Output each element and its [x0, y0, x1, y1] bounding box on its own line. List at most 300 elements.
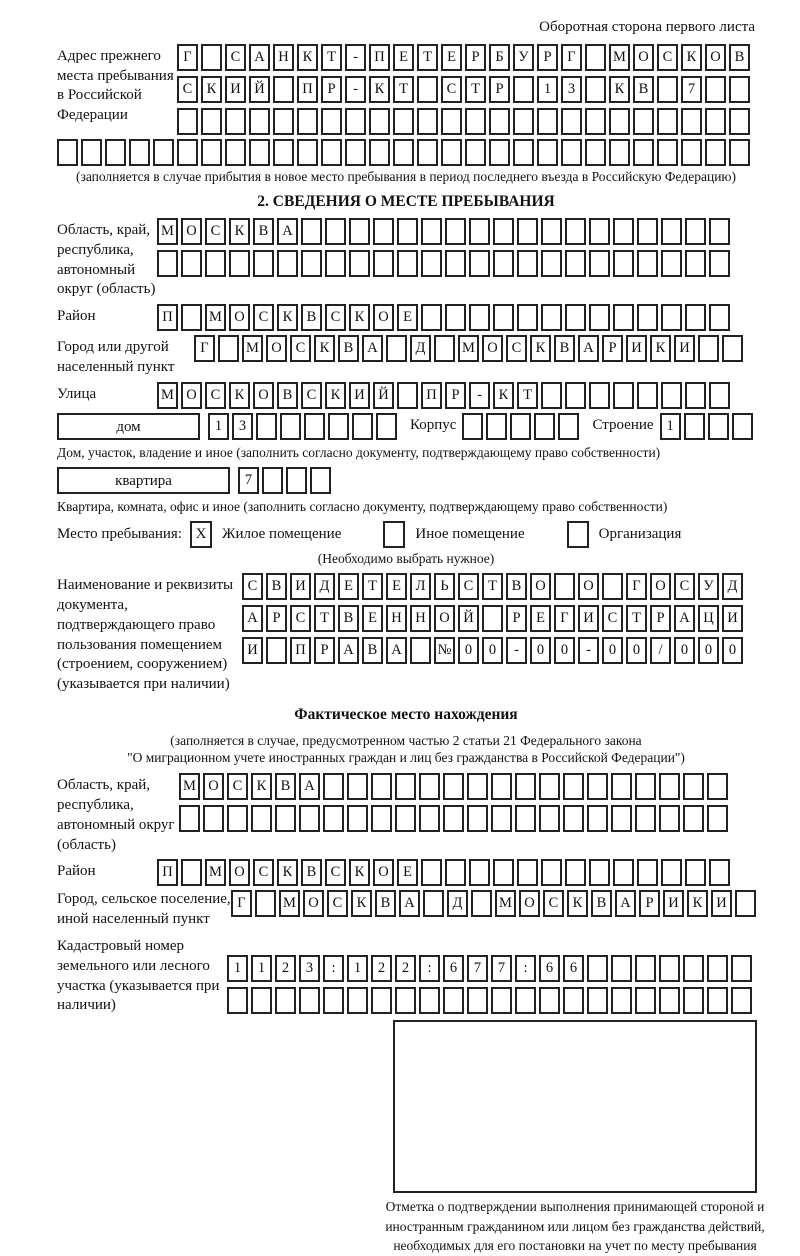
- char-box[interactable]: [611, 805, 632, 832]
- char-box[interactable]: [709, 859, 730, 886]
- char-box[interactable]: М: [495, 890, 516, 917]
- char-box[interactable]: А: [674, 605, 695, 632]
- char-box[interactable]: [517, 304, 538, 331]
- char-box[interactable]: [349, 218, 370, 245]
- char-box[interactable]: [709, 304, 730, 331]
- actual-district-cells[interactable]: [157, 859, 733, 886]
- actual-region-line1[interactable]: [179, 773, 731, 800]
- char-box[interactable]: [491, 773, 512, 800]
- char-box[interactable]: В: [729, 44, 750, 71]
- char-box[interactable]: О: [253, 382, 274, 409]
- char-box[interactable]: [735, 890, 756, 917]
- char-box[interactable]: [589, 382, 610, 409]
- char-box[interactable]: С: [506, 335, 527, 362]
- char-box[interactable]: Й: [249, 76, 270, 103]
- char-box[interactable]: [81, 139, 102, 166]
- char-box[interactable]: С: [674, 573, 695, 600]
- char-box[interactable]: [541, 859, 562, 886]
- house-type-box[interactable]: дом: [57, 413, 200, 440]
- street-cells[interactable]: [157, 382, 733, 409]
- char-box[interactable]: [467, 773, 488, 800]
- char-box[interactable]: Ь: [434, 573, 455, 600]
- char-box[interactable]: И: [349, 382, 370, 409]
- char-box[interactable]: [541, 250, 562, 277]
- char-box[interactable]: [493, 250, 514, 277]
- char-box[interactable]: Т: [321, 44, 342, 71]
- char-box[interactable]: [256, 413, 277, 440]
- char-box[interactable]: [201, 108, 222, 135]
- char-box[interactable]: [369, 108, 390, 135]
- char-box[interactable]: Г: [194, 335, 215, 362]
- char-box[interactable]: [659, 805, 680, 832]
- char-box[interactable]: К: [369, 76, 390, 103]
- char-box[interactable]: 2: [275, 955, 296, 982]
- char-box[interactable]: [297, 139, 318, 166]
- char-box[interactable]: [277, 250, 298, 277]
- char-box[interactable]: [565, 859, 586, 886]
- char-box[interactable]: Д: [447, 890, 468, 917]
- char-box[interactable]: [352, 413, 373, 440]
- char-box[interactable]: [201, 44, 222, 71]
- char-box[interactable]: [393, 139, 414, 166]
- char-box[interactable]: 0: [698, 637, 719, 664]
- char-box[interactable]: А: [249, 44, 270, 71]
- char-box[interactable]: И: [663, 890, 684, 917]
- char-box[interactable]: [539, 987, 560, 1014]
- char-box[interactable]: [471, 890, 492, 917]
- char-box[interactable]: [347, 805, 368, 832]
- char-box[interactable]: [565, 382, 586, 409]
- char-box[interactable]: [611, 773, 632, 800]
- char-box[interactable]: 7: [681, 76, 702, 103]
- char-box[interactable]: Е: [397, 859, 418, 886]
- char-box[interactable]: П: [421, 382, 442, 409]
- char-box[interactable]: [633, 108, 654, 135]
- char-box[interactable]: [685, 382, 706, 409]
- char-box[interactable]: 1: [227, 955, 248, 982]
- char-box[interactable]: [325, 218, 346, 245]
- char-box[interactable]: [637, 250, 658, 277]
- char-box[interactable]: [181, 304, 202, 331]
- char-box[interactable]: Н: [273, 44, 294, 71]
- char-box[interactable]: [657, 139, 678, 166]
- char-box[interactable]: Т: [465, 76, 486, 103]
- previous-address-line1[interactable]: [177, 44, 753, 71]
- char-box[interactable]: С: [225, 44, 246, 71]
- char-box[interactable]: Т: [393, 76, 414, 103]
- char-box[interactable]: -: [578, 637, 599, 664]
- char-box[interactable]: С: [458, 573, 479, 600]
- char-box[interactable]: [301, 218, 322, 245]
- char-box[interactable]: [554, 573, 575, 600]
- char-box[interactable]: [347, 987, 368, 1014]
- char-box[interactable]: А: [578, 335, 599, 362]
- char-box[interactable]: [297, 108, 318, 135]
- char-box[interactable]: Г: [561, 44, 582, 71]
- char-box[interactable]: [373, 218, 394, 245]
- char-box[interactable]: [441, 139, 462, 166]
- char-box[interactable]: :: [419, 955, 440, 982]
- char-box[interactable]: [262, 467, 283, 494]
- char-box[interactable]: В: [554, 335, 575, 362]
- char-box[interactable]: [707, 805, 728, 832]
- char-box[interactable]: [105, 139, 126, 166]
- char-box[interactable]: [515, 805, 536, 832]
- char-box[interactable]: [515, 987, 536, 1014]
- char-box[interactable]: [310, 467, 331, 494]
- char-box[interactable]: С: [253, 859, 274, 886]
- char-box[interactable]: Г: [554, 605, 575, 632]
- char-box[interactable]: [273, 108, 294, 135]
- char-box[interactable]: О: [650, 573, 671, 600]
- char-box[interactable]: [421, 304, 442, 331]
- char-box[interactable]: [304, 413, 325, 440]
- char-box[interactable]: [589, 304, 610, 331]
- char-box[interactable]: [493, 304, 514, 331]
- char-box[interactable]: -: [345, 76, 366, 103]
- char-box[interactable]: [517, 250, 538, 277]
- char-box[interactable]: В: [301, 859, 322, 886]
- char-box[interactable]: [541, 382, 562, 409]
- document-line3[interactable]: [242, 637, 746, 664]
- char-box[interactable]: [731, 987, 752, 1014]
- char-box[interactable]: И: [711, 890, 732, 917]
- char-box[interactable]: [489, 139, 510, 166]
- char-box[interactable]: В: [362, 637, 383, 664]
- char-box[interactable]: О: [203, 773, 224, 800]
- char-box[interactable]: И: [225, 76, 246, 103]
- char-box[interactable]: [323, 987, 344, 1014]
- char-box[interactable]: [253, 250, 274, 277]
- char-box[interactable]: [609, 108, 630, 135]
- char-box[interactable]: Е: [397, 304, 418, 331]
- char-box[interactable]: М: [157, 382, 178, 409]
- char-box[interactable]: К: [493, 382, 514, 409]
- region-line2[interactable]: [157, 250, 733, 277]
- char-box[interactable]: 2: [371, 955, 392, 982]
- document-line1[interactable]: [242, 573, 746, 600]
- char-box[interactable]: [635, 805, 656, 832]
- char-box[interactable]: [709, 218, 730, 245]
- char-box[interactable]: 7: [238, 467, 259, 494]
- char-box[interactable]: Р: [465, 44, 486, 71]
- char-box[interactable]: М: [609, 44, 630, 71]
- char-box[interactable]: [467, 805, 488, 832]
- char-box[interactable]: В: [266, 573, 287, 600]
- char-box[interactable]: М: [242, 335, 263, 362]
- char-box[interactable]: [467, 987, 488, 1014]
- char-box[interactable]: [347, 773, 368, 800]
- char-box[interactable]: [465, 108, 486, 135]
- char-box[interactable]: [273, 139, 294, 166]
- char-box[interactable]: [251, 805, 272, 832]
- char-box[interactable]: [225, 139, 246, 166]
- char-box[interactable]: [684, 413, 705, 440]
- char-box[interactable]: [732, 413, 753, 440]
- char-box[interactable]: [157, 250, 178, 277]
- char-box[interactable]: А: [615, 890, 636, 917]
- char-box[interactable]: [589, 250, 610, 277]
- char-box[interactable]: [661, 382, 682, 409]
- char-box[interactable]: [227, 987, 248, 1014]
- char-box[interactable]: [421, 859, 442, 886]
- char-box[interactable]: В: [277, 382, 298, 409]
- char-box[interactable]: М: [157, 218, 178, 245]
- house-number-cells[interactable]: [208, 413, 400, 440]
- char-box[interactable]: [275, 987, 296, 1014]
- char-box[interactable]: [705, 139, 726, 166]
- char-box[interactable]: [445, 859, 466, 886]
- char-box[interactable]: 1: [660, 413, 681, 440]
- char-box[interactable]: [729, 76, 750, 103]
- korpus-cells[interactable]: [462, 413, 582, 440]
- char-box[interactable]: [486, 413, 507, 440]
- cadastre-line2[interactable]: [227, 987, 755, 1014]
- char-box[interactable]: [685, 304, 706, 331]
- previous-address-line4[interactable]: [57, 139, 755, 166]
- char-box[interactable]: [681, 108, 702, 135]
- char-box[interactable]: С: [657, 44, 678, 71]
- char-box[interactable]: [637, 304, 658, 331]
- char-box[interactable]: [376, 413, 397, 440]
- char-box[interactable]: [181, 250, 202, 277]
- char-box[interactable]: [443, 805, 464, 832]
- char-box[interactable]: [541, 304, 562, 331]
- char-box[interactable]: [469, 218, 490, 245]
- char-box[interactable]: [565, 304, 586, 331]
- char-box[interactable]: №: [434, 637, 455, 664]
- char-box[interactable]: 2: [395, 955, 416, 982]
- char-box[interactable]: [153, 139, 174, 166]
- char-box[interactable]: А: [386, 637, 407, 664]
- char-box[interactable]: 6: [563, 955, 584, 982]
- checkbox-organization[interactable]: [567, 521, 589, 548]
- char-box[interactable]: К: [325, 382, 346, 409]
- char-box[interactable]: [539, 773, 560, 800]
- char-box[interactable]: [707, 955, 728, 982]
- char-box[interactable]: Р: [537, 44, 558, 71]
- char-box[interactable]: К: [314, 335, 335, 362]
- char-box[interactable]: [218, 335, 239, 362]
- char-box[interactable]: [469, 859, 490, 886]
- char-box[interactable]: [637, 382, 658, 409]
- char-box[interactable]: П: [157, 304, 178, 331]
- char-box[interactable]: П: [157, 859, 178, 886]
- char-box[interactable]: [373, 250, 394, 277]
- char-box[interactable]: Е: [386, 573, 407, 600]
- char-box[interactable]: О: [705, 44, 726, 71]
- char-box[interactable]: [683, 955, 704, 982]
- char-box[interactable]: [510, 413, 531, 440]
- char-box[interactable]: Н: [410, 605, 431, 632]
- char-box[interactable]: [539, 805, 560, 832]
- char-box[interactable]: 0: [602, 637, 623, 664]
- char-box[interactable]: [558, 413, 579, 440]
- char-box[interactable]: [349, 250, 370, 277]
- char-box[interactable]: А: [362, 335, 383, 362]
- char-box[interactable]: А: [399, 890, 420, 917]
- char-box[interactable]: [589, 218, 610, 245]
- char-box[interactable]: С: [205, 382, 226, 409]
- char-box[interactable]: К: [201, 76, 222, 103]
- char-box[interactable]: М: [179, 773, 200, 800]
- char-box[interactable]: И: [722, 605, 743, 632]
- char-box[interactable]: С: [205, 218, 226, 245]
- char-box[interactable]: [587, 955, 608, 982]
- char-box[interactable]: [513, 139, 534, 166]
- char-box[interactable]: 6: [539, 955, 560, 982]
- char-box[interactable]: [661, 218, 682, 245]
- char-box[interactable]: 7: [467, 955, 488, 982]
- char-box[interactable]: В: [633, 76, 654, 103]
- char-box[interactable]: К: [229, 382, 250, 409]
- char-box[interactable]: 0: [530, 637, 551, 664]
- char-box[interactable]: [280, 413, 301, 440]
- char-box[interactable]: [205, 250, 226, 277]
- char-box[interactable]: К: [650, 335, 671, 362]
- char-box[interactable]: [491, 987, 512, 1014]
- char-box[interactable]: В: [506, 573, 527, 600]
- char-box[interactable]: А: [277, 218, 298, 245]
- char-box[interactable]: С: [543, 890, 564, 917]
- char-box[interactable]: [419, 805, 440, 832]
- char-box[interactable]: С: [301, 382, 322, 409]
- char-box[interactable]: [587, 987, 608, 1014]
- char-box[interactable]: И: [626, 335, 647, 362]
- char-box[interactable]: [395, 805, 416, 832]
- char-box[interactable]: [707, 773, 728, 800]
- char-box[interactable]: :: [515, 955, 536, 982]
- char-box[interactable]: Н: [386, 605, 407, 632]
- char-box[interactable]: О: [303, 890, 324, 917]
- char-box[interactable]: -: [469, 382, 490, 409]
- char-box[interactable]: О: [434, 605, 455, 632]
- char-box[interactable]: Т: [314, 605, 335, 632]
- char-box[interactable]: [129, 139, 150, 166]
- char-box[interactable]: [177, 139, 198, 166]
- char-box[interactable]: [565, 218, 586, 245]
- checkbox-residential[interactable]: X: [190, 521, 212, 548]
- char-box[interactable]: Т: [626, 605, 647, 632]
- char-box[interactable]: Е: [338, 573, 359, 600]
- char-box[interactable]: Р: [314, 637, 335, 664]
- char-box[interactable]: [589, 859, 610, 886]
- char-box[interactable]: Р: [506, 605, 527, 632]
- char-box[interactable]: Е: [362, 605, 383, 632]
- char-box[interactable]: [541, 218, 562, 245]
- char-box[interactable]: С: [325, 859, 346, 886]
- char-box[interactable]: С: [242, 573, 263, 600]
- char-box[interactable]: 0: [722, 637, 743, 664]
- char-box[interactable]: [729, 139, 750, 166]
- char-box[interactable]: [659, 773, 680, 800]
- char-box[interactable]: [321, 139, 342, 166]
- char-box[interactable]: [513, 108, 534, 135]
- char-box[interactable]: [323, 773, 344, 800]
- char-box[interactable]: Д: [410, 335, 431, 362]
- char-box[interactable]: [397, 250, 418, 277]
- char-box[interactable]: [443, 987, 464, 1014]
- char-box[interactable]: [609, 139, 630, 166]
- char-box[interactable]: [299, 987, 320, 1014]
- char-box[interactable]: 0: [674, 637, 695, 664]
- char-box[interactable]: [635, 987, 656, 1014]
- char-box[interactable]: 1: [347, 955, 368, 982]
- char-box[interactable]: А: [338, 637, 359, 664]
- char-box[interactable]: [637, 859, 658, 886]
- char-box[interactable]: [417, 108, 438, 135]
- char-box[interactable]: О: [181, 382, 202, 409]
- char-box[interactable]: [729, 108, 750, 135]
- char-box[interactable]: [445, 304, 466, 331]
- char-box[interactable]: :: [323, 955, 344, 982]
- region-line1[interactable]: [157, 218, 733, 245]
- char-box[interactable]: [537, 139, 558, 166]
- char-box[interactable]: [681, 139, 702, 166]
- char-box[interactable]: [661, 859, 682, 886]
- char-box[interactable]: [731, 955, 752, 982]
- char-box[interactable]: М: [458, 335, 479, 362]
- char-box[interactable]: [469, 304, 490, 331]
- checkbox-other-premises[interactable]: [383, 521, 405, 548]
- char-box[interactable]: [397, 382, 418, 409]
- char-box[interactable]: [657, 108, 678, 135]
- char-box[interactable]: [395, 773, 416, 800]
- char-box[interactable]: [705, 108, 726, 135]
- char-box[interactable]: [445, 218, 466, 245]
- char-box[interactable]: [462, 413, 483, 440]
- char-box[interactable]: [613, 382, 634, 409]
- char-box[interactable]: [275, 805, 296, 832]
- char-box[interactable]: [371, 805, 392, 832]
- char-box[interactable]: [633, 139, 654, 166]
- char-box[interactable]: С: [177, 76, 198, 103]
- char-box[interactable]: [661, 250, 682, 277]
- char-box[interactable]: М: [205, 859, 226, 886]
- char-box[interactable]: Р: [266, 605, 287, 632]
- char-box[interactable]: И: [290, 573, 311, 600]
- char-box[interactable]: [345, 108, 366, 135]
- char-box[interactable]: П: [369, 44, 390, 71]
- char-box[interactable]: [517, 218, 538, 245]
- char-box[interactable]: Д: [722, 573, 743, 600]
- char-box[interactable]: 1: [537, 76, 558, 103]
- char-box[interactable]: 0: [626, 637, 647, 664]
- char-box[interactable]: [417, 139, 438, 166]
- char-box[interactable]: [434, 335, 455, 362]
- char-box[interactable]: [386, 335, 407, 362]
- char-box[interactable]: [698, 335, 719, 362]
- char-box[interactable]: О: [181, 218, 202, 245]
- char-box[interactable]: 7: [491, 955, 512, 982]
- char-box[interactable]: [585, 44, 606, 71]
- char-box[interactable]: П: [297, 76, 318, 103]
- char-box[interactable]: -: [506, 637, 527, 664]
- char-box[interactable]: В: [591, 890, 612, 917]
- char-box[interactable]: У: [513, 44, 534, 71]
- char-box[interactable]: К: [297, 44, 318, 71]
- char-box[interactable]: [410, 637, 431, 664]
- char-box[interactable]: [465, 139, 486, 166]
- char-box[interactable]: -: [345, 44, 366, 71]
- char-box[interactable]: [602, 573, 623, 600]
- char-box[interactable]: Г: [231, 890, 252, 917]
- char-box[interactable]: [493, 859, 514, 886]
- char-box[interactable]: Р: [321, 76, 342, 103]
- char-box[interactable]: [227, 805, 248, 832]
- char-box[interactable]: К: [349, 859, 370, 886]
- char-box[interactable]: И: [578, 605, 599, 632]
